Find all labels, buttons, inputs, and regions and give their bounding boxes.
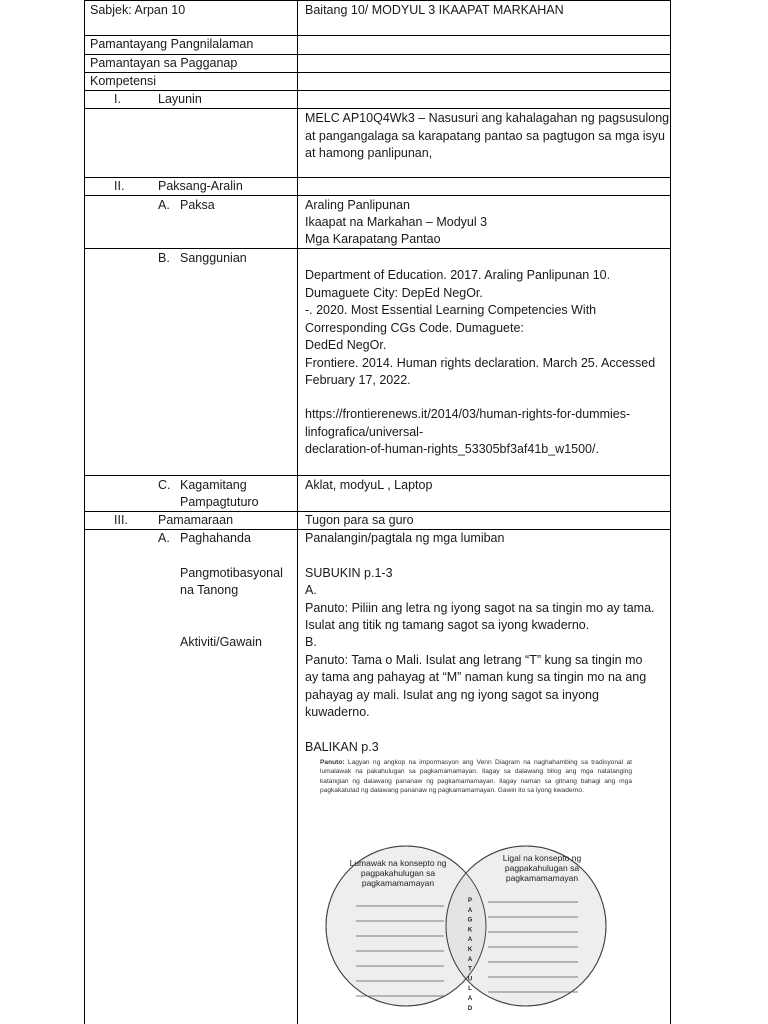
references-letter: B. [158,251,170,265]
venn-center-letter: A [467,996,473,1002]
topic-line-3: Mga Karapatang Pantao [305,232,441,246]
balikan-instructions [320,758,632,795]
venn-right-title-3: pagkamamamayan [505,873,579,883]
balikan-heading: BALIKAN p.3 [305,740,379,754]
subject-matter-label: Paksang-Aralin [158,179,243,193]
motivation-label-2: na Tanong [180,583,239,597]
venn-center-letter: K [467,927,473,934]
venn-center-letter: K [467,947,473,953]
grade-module-label: Baitang 10/ MODYUL 3 IKAAPAT MARKAHAN [305,3,564,17]
opening-prayer: Panalangin/pagtala ng mga lumiban [305,531,505,545]
materials-value: Aklat, modyuL , Laptop [305,478,433,492]
objectives-label: Layunin [158,92,202,106]
references-label: Sanggunian [180,251,247,265]
venn-center-letter: T [468,966,472,973]
subukin-heading: SUBUKIN p.1-3 [305,566,393,580]
venn-center-letter: A [467,937,473,944]
venn-center-letter: G [467,917,473,924]
panuto-b-line-3: pahayag ay mali. Isulat ang ng iyong sagot sa inyong [305,687,599,702]
procedure-numeral: III. [114,513,128,527]
panuto-b-line-2: ay tama ang pahayag at “M” naman kung sa tingin mo na ang [305,670,647,684]
panuto-a-line-2: Isulat ang titik ng tamang sagot sa iyong kwaderno. [305,618,590,632]
objectives-numeral: I. [114,92,121,106]
subject-label: Sabjek: Arpan 10 [90,3,186,17]
venn-center-letter: A [467,956,473,963]
reference-line-5: DedEd NegOr. [305,338,387,352]
materials-label-1: Kagamitang [180,478,247,492]
prep-label: Paghahanda [180,531,251,545]
venn-center-letter: D [467,1005,473,1012]
venn-left-title-3: pagkamamamayan [361,878,435,888]
panuto-a-line-1: Panuto: Piliin ang letra ng iyong sagot na sa tingin mo ay tama. [305,600,655,615]
venn-diagram [316,826,636,1024]
topic-line-2: Ikaapat na Markahan – Modyul 3 [305,215,488,229]
melc-line-1: MELC AP10Q4Wk3 – Nasusuri ang kahalagahan ng pagsusulong [305,111,670,125]
topic-letter: A. [158,198,170,212]
competency-label: Kompetensi [90,74,157,88]
motivation-label-1: Pangmotibasyonal [180,566,283,580]
balikan-panuto-label: Panuto: [320,759,345,766]
panuto-b-line-1: Panuto: Tama o Mali. Isulat ang letrang “T” kung sa tingin mo [305,652,643,667]
part-b-label: B. [305,635,317,649]
content-standard-label: Pamantayang Pangnilalaman [90,37,254,51]
melc-line-2: at pangangalaga sa karapatang pantao sa pagtugon sa mga isyu [305,128,665,143]
reference-line-6: Frontiere. 2014. Human rights declaration. March 25. Accessed [305,355,656,370]
part-a-label: A. [305,583,317,597]
venn-center-letter: P [467,898,473,904]
lesson-plan-table [84,0,671,1024]
balikan-panuto-text: Lagyan ng angkop na impormasyon ang Venn Diagram na naghahambing sa tradisyonal at lumalawak na pakahulugan sa pagkamamamayan. Ilagay sa dalawang bilog ang mga natatanging katangian ng dalawang pananaw ng pagkamamamayan. Ilagay naman sa gitnang bahagi ang mga pagkakatulad ng dalawang pananaw ng pagkamamamayan. Gawin ito sa iyong kwaderno. [320,759,632,794]
reference-url-line-2: linfografica/universal- [305,424,424,439]
reference-line-4: Corresponding CGs Code. Dumaguete: [305,320,524,335]
reference-url-line-1: https://frontierenews.it/2014/03/human-rights-for-dummies- [305,407,631,421]
venn-left-title-1: Lumawak na konsepto ng [349,858,447,868]
reference-line-3: -. 2020. Most Essential Learning Competencies With [305,303,597,317]
venn-right-title-1: Ligal na konsepto ng [502,853,582,863]
reference-line-2: Dumaguete City: DepEd NegOr. [305,286,483,300]
venn-center-letter: L [468,986,472,993]
materials-label-2: Pampagtuturo [180,495,259,509]
procedure-label: Pamamaraan [158,513,234,527]
topic-line-1: Araling Panlipunan [305,198,410,212]
venn-center-letter: U [467,976,473,983]
topic-label: Paksa [180,198,215,212]
venn-center-letter: A [467,907,473,914]
reference-url-line-3: declaration-of-human-rights_53305bf3af41b_w1500/. [305,442,599,456]
prep-letter: A. [158,531,170,545]
venn-right-title-2: pagpakahulugan sa [504,863,580,873]
teacher-response-header: Tugon para sa guro [305,513,414,527]
panuto-b-line-4: kuwaderno. [305,705,370,719]
venn-left-title-2: pagpakahulugan sa [360,868,436,878]
materials-letter: C. [158,478,171,492]
reference-line-7: February 17, 2022. [305,373,411,387]
reference-line-1: Department of Education. 2017. Araling Panlipunan 10. [305,268,611,282]
activity-label: Aktiviti/Gawain [180,635,262,649]
lesson-plan-page [84,0,671,1024]
melc-line-3: at hamong panlipunan, [305,146,433,160]
performance-standard-label: Pamantayan sa Pagganap [90,56,238,70]
subject-matter-numeral: II. [114,179,125,193]
